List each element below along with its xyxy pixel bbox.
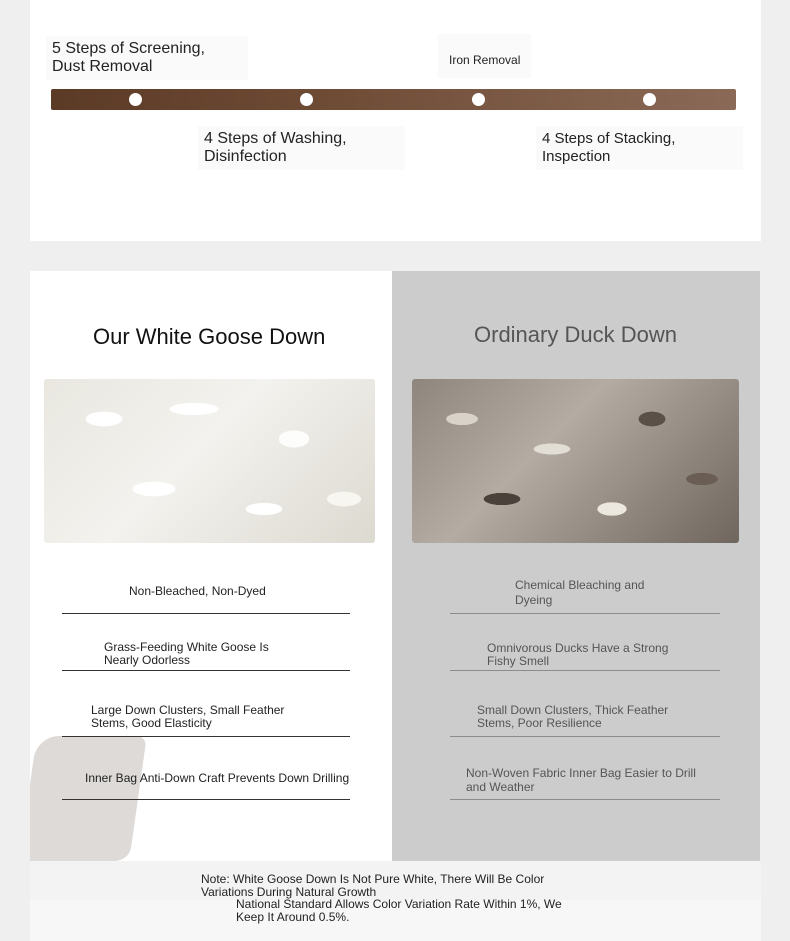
color-variation-standard-note: National Standard Allows Color Variation Rate Within 1%, We Keep It Around 0.5%. (236, 897, 562, 924)
goose-feature-divider (62, 613, 350, 614)
timeline-dot-4 (643, 93, 656, 106)
goose-feature-1: Non-Bleached, Non-Dyed (129, 584, 266, 598)
goose-feature-divider (62, 736, 350, 737)
process-timeline-bar (51, 89, 736, 110)
duck-feature-1: Chemical Bleaching and Dyeing (515, 578, 645, 607)
step-label-screening: 5 Steps of Screening, Dust Removal (46, 36, 248, 80)
goose-feature-2: Grass-Feeding White Goose Is Nearly Odorless (104, 640, 269, 667)
timeline-dot-2 (300, 93, 313, 106)
goose-panel-title: Our White Goose Down (93, 324, 326, 349)
duck-feature-divider (450, 799, 720, 800)
goose-feature-divider (62, 670, 350, 671)
timeline-dot-1 (129, 93, 142, 106)
step-label-washing: 4 Steps of Washing, Disinfection (198, 126, 405, 170)
duck-panel-title: Ordinary Duck Down (474, 322, 677, 347)
goose-feature-3: Large Down Clusters, Small Feather Stems, Good Elasticity (91, 703, 285, 730)
duck-feature-2: Omnivorous Ducks Have a Strong Fishy Smell (487, 641, 669, 668)
duck-feature-4: Non-Woven Fabric Inner Bag Easier to Drill and Weather (466, 766, 696, 794)
step-label-iron-removal: Iron Removal (438, 34, 531, 78)
duck-feature-divider (450, 670, 720, 671)
step-label-stacking: 4 Steps of Stacking, Inspection (536, 126, 743, 170)
goose-feature-divider (62, 799, 350, 800)
white-goose-down-photo (44, 379, 375, 543)
color-variation-note: Note: White Goose Down Is Not Pure White, There Will Be Color Variations During Natural Growth (201, 872, 545, 899)
duck-down-photo (412, 379, 739, 543)
duck-feature-divider (450, 613, 720, 614)
duck-feature-3: Small Down Clusters, Thick Feather Stems, Poor Resilience (477, 703, 669, 730)
duck-feature-divider (450, 736, 720, 737)
goose-feature-4: Inner Bag Anti-Down Craft Prevents Down Drilling (85, 771, 350, 785)
timeline-dot-3 (472, 93, 485, 106)
